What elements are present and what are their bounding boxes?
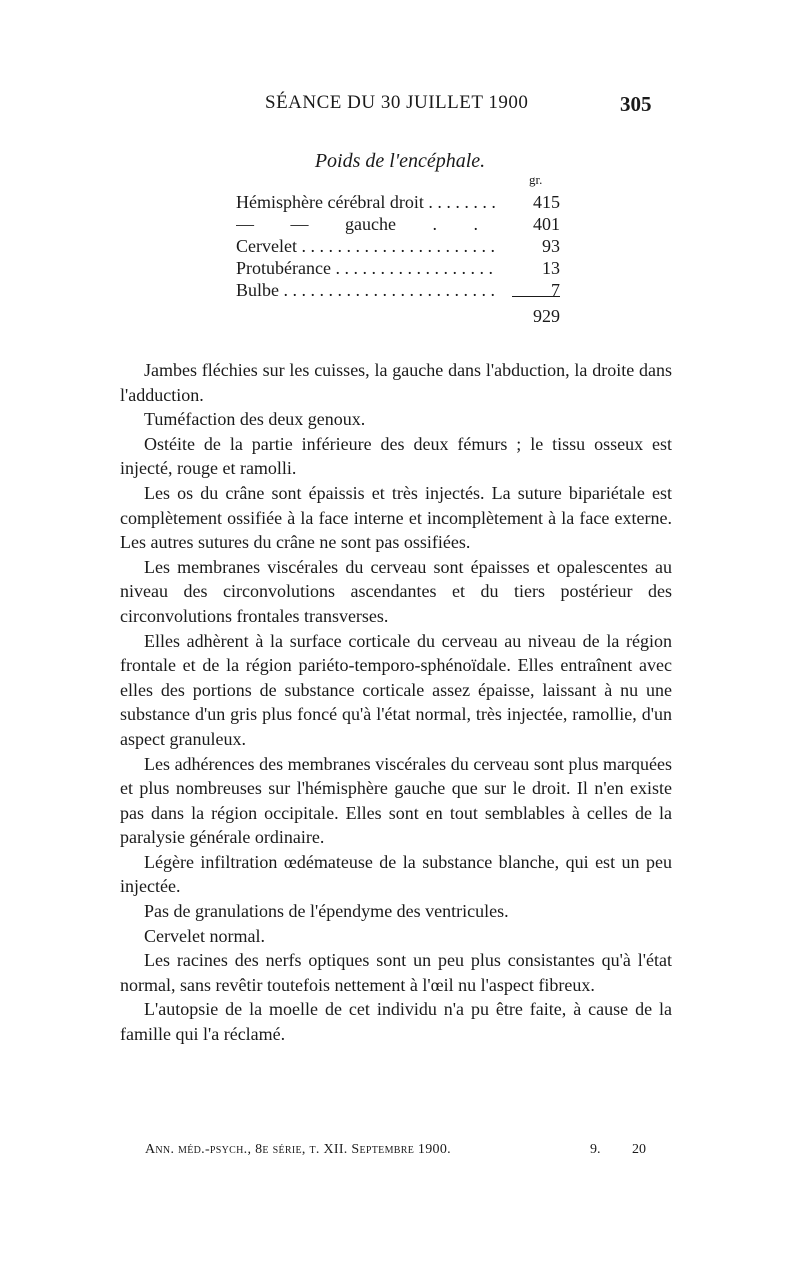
autopsy-text: [120, 358, 672, 1047]
page-number: 305: [620, 92, 652, 116]
paragraph: Cervelet normal.: [144, 925, 265, 946]
paragraph: L'autopsie de la moelle de cet individu n'a pu être faite, à cause de la famille qui l'a réclamé.: [120, 999, 672, 1045]
weight-row-value: 401: [533, 214, 560, 234]
weight-row: [236, 214, 560, 236]
weight-row-label: Protubérance . . .: [236, 258, 498, 279]
weight-row-value: 7: [551, 280, 560, 300]
weight-row: [236, 192, 560, 214]
weight-row-label: Cervelet . . .: [236, 236, 498, 257]
weight-row-label: Hémisphère cérébral droit . . .: [236, 192, 498, 213]
paragraph: Jambes fléchies sur les cuisses, la gauche dans l'abduction, la droite dans l'adduction.: [120, 360, 672, 405]
paragraph: Les racines des nerfs optiques sont un peu plus consistantes qu'à l'état normal, sans revêtir toutefois nettement à l'œil nu l'aspect fibreux.: [120, 950, 672, 995]
paragraph: Les os du crâne sont épaissis et très injectés. La suture bipariétale est complètement ossifiée à la face interne et incomplètement à la face externe. Les autres sutures du crâne ne sont pas ossifiées.: [120, 482, 672, 553]
weight-row: [236, 258, 560, 280]
weight-row-value: 415: [533, 192, 560, 212]
signature-mark: 20: [632, 1142, 646, 1157]
journal-citation: Ann. méd.-psych., 8e série, t. XII. Septembre 1900.: [145, 1142, 451, 1157]
running-title: SÉANCE DU 30 JUILLET 1900: [265, 92, 529, 113]
paragraph: Tuméfaction des deux genoux.: [144, 409, 366, 430]
paragraph: Les adhérences des membranes viscérales du cerveau sont plus marquées et plus nombreuses sur l'hémisphère gauche que sur le droit. Il n'en existe pas dans la région occipitale. Elles sont en tout semblables à celles de la paralysie générale ordinaire.: [120, 753, 672, 848]
weight-row-value: 13: [542, 258, 560, 278]
paragraph: Légère infiltration œdémateuse de la substance blanche, qui est un peu injectée.: [120, 851, 672, 897]
weight-unit: gr.: [529, 172, 543, 187]
weight-row-label: Bulbe . . .: [236, 280, 498, 301]
weight-row: [236, 280, 560, 302]
total-rule: [512, 296, 560, 297]
weight-table-title: Poids de l'encéphale.: [314, 150, 486, 172]
weight-total: 929: [533, 306, 560, 326]
weight-row-label: — — gauche . . .: [236, 214, 498, 235]
paragraph: Elles adhèrent à la surface corticale du cerveau au niveau de la région frontale et de la région pariéto-temporo-sphénoïdale. Elles entraînent avec elles des portions de substance corticale assez épaisse, laissant à nu une substance d'un gris plus foncé qu'à l'état normal, très injectée, ramollie, d'un aspect granuleux.: [120, 630, 672, 749]
weight-row: [236, 236, 560, 258]
paragraph: Ostéite de la partie inférieure des deux fémurs ; le tissu osseux est injecté, rouge et ramolli.: [120, 433, 672, 479]
weight-row-value: 93: [542, 236, 560, 256]
signature-mark: 9.: [590, 1142, 601, 1157]
paragraph: Pas de granulations de l'épendyme des ventricules.: [144, 901, 509, 922]
paragraph: Les membranes viscérales du cerveau sont épaisses et opalescentes au niveau des circonvolutions ascendantes et du tiers postérieur des circonvolutions frontales transverses.: [120, 556, 672, 626]
running-header: [0, 92, 800, 122]
weight-total-row: [236, 306, 560, 328]
